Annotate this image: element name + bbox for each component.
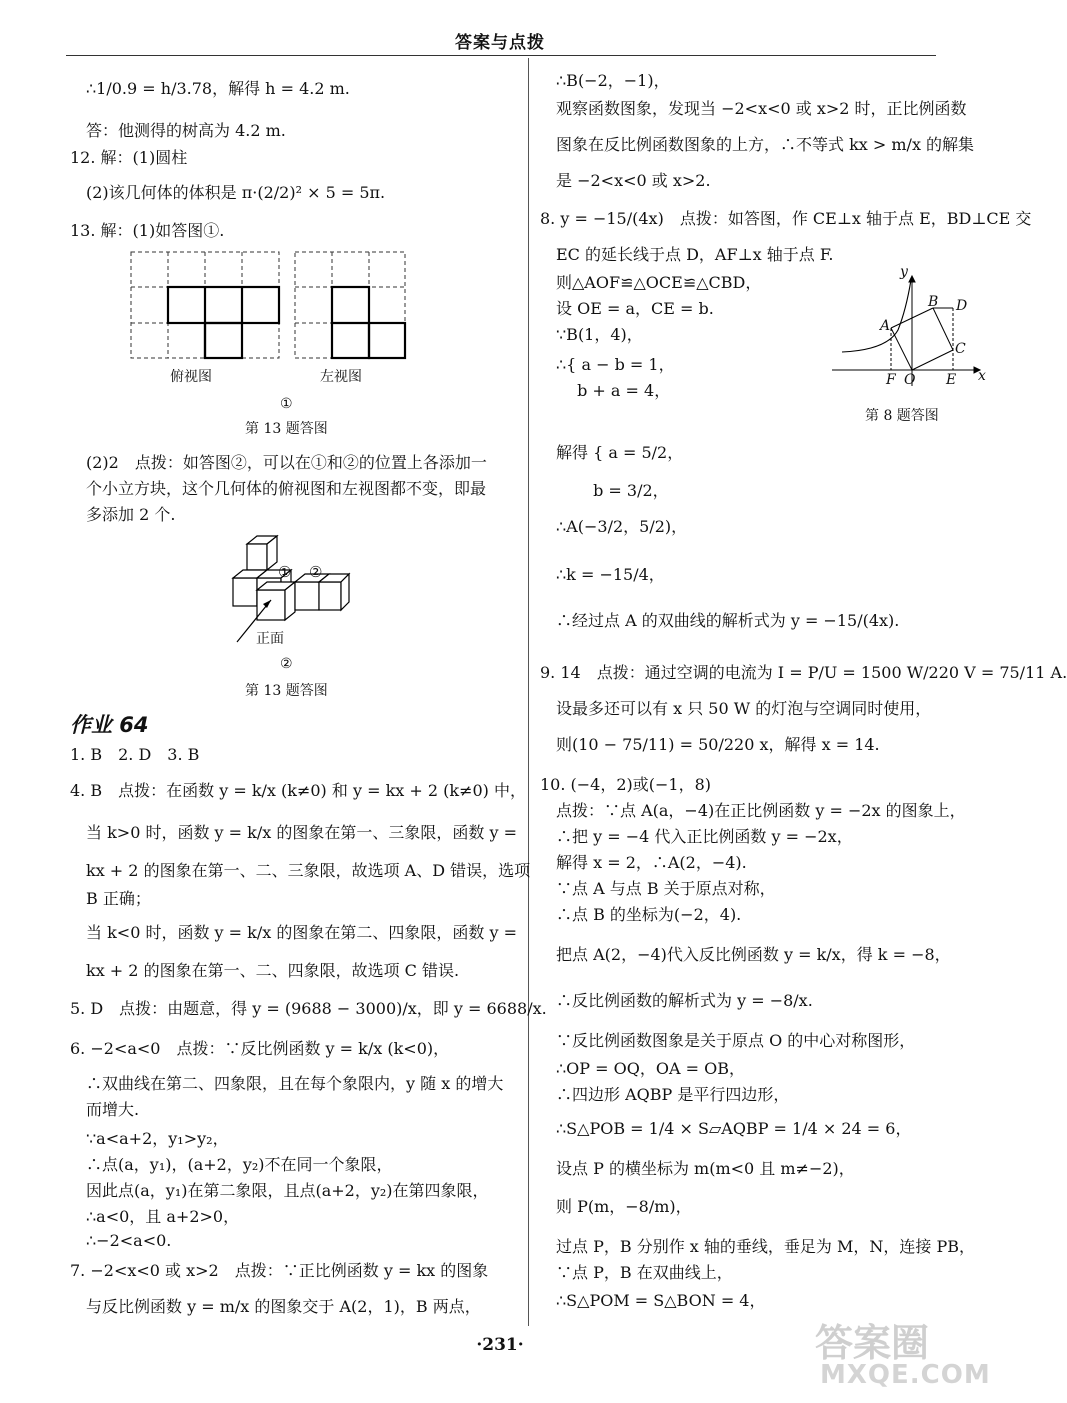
page-header: 答案与点拨 bbox=[455, 33, 545, 53]
text-line: 8. y = −15/(4x) 点拨：如答图，作 CE⊥x 轴于点 E，BD⊥CE 交 bbox=[540, 209, 1032, 228]
header-rule bbox=[66, 55, 936, 56]
fig8-label-y: y bbox=[900, 264, 908, 280]
text-line: 多添加 2 个. bbox=[86, 505, 176, 524]
fig8-label-x: x bbox=[978, 368, 986, 384]
fig13-slot-1: ① bbox=[278, 563, 292, 581]
text-line: 1. B 2. D 3. B bbox=[70, 745, 200, 764]
fig8-label-O: O bbox=[904, 372, 916, 388]
text-line: ∴把 y = −4 代入正比例函数 y = −2x， bbox=[556, 827, 853, 846]
text-line: 观察函数图象，发现当 −2<x<0 或 x>2 时，正比例函数 bbox=[556, 99, 967, 118]
text-line: ∴S△POM = S△BON = 4， bbox=[556, 1291, 766, 1310]
text-line: ∴A(−3/2，5/2)， bbox=[556, 517, 688, 536]
text-line: EC 的延长线于点 D，AF⊥x 轴于点 F. bbox=[556, 245, 834, 264]
fig13b-caption: 第 13 题答图 bbox=[245, 683, 328, 699]
text-line: 7. −2<x<0 或 x>2 点拨：∵正比例函数 y = kx 的图象 bbox=[70, 1261, 489, 1280]
text-line: B 正确； bbox=[86, 889, 151, 908]
text-line: kx + 2 的图象在第一、二、三象限，故选项 A、D 错误，选项 bbox=[86, 861, 531, 880]
text-line: 是 −2<x<0 或 x>2. bbox=[556, 171, 711, 190]
figure-13-cubes bbox=[225, 532, 355, 650]
text-line: ∴a<0，且 a+2>0， bbox=[86, 1207, 240, 1226]
text-line: kx + 2 的图象在第一、二、四象限，故选项 C 错误. bbox=[86, 961, 460, 980]
text-line: ∴1/0.9 = h/3.78，解得 h = 4.2 m. bbox=[86, 79, 350, 98]
text-line: 解得 x = 2，∴A(2，−4). bbox=[556, 853, 747, 872]
text-line: ∴k = −15/4， bbox=[556, 565, 665, 584]
text-line: b + a = 4， bbox=[556, 381, 671, 400]
text-line: 个小立方块，这个几何体的俯视图和左视图都不变，即最 bbox=[86, 479, 487, 498]
text-line: ∴双曲线在第二、四象限，且在每个象限内，y 随 x 的增大 bbox=[86, 1074, 504, 1093]
text-line: 过点 P，B 分别作 x 轴的垂线，垂足为 M，N，连接 PB， bbox=[556, 1237, 975, 1256]
text-line: 则△AOF≌△OCE≌△CBD， bbox=[556, 273, 762, 292]
text-line: 而增大. bbox=[86, 1100, 140, 1119]
text-line: 因此点(a，y₁)在第二象限，且点(a+2，y₂)在第四象限， bbox=[86, 1181, 489, 1200]
text-line: ∴点 B 的坐标为(−2，4). bbox=[556, 905, 742, 924]
text-line: 6. −2<a<0 点拨：∵反比例函数 y = k/x (k<0)， bbox=[70, 1039, 450, 1058]
section-title: 作业 64 bbox=[70, 713, 149, 737]
text-line: (2)该几何体的体积是 π·(2/2)² × 5 = 5π. bbox=[86, 183, 386, 202]
fig8-label-A: A bbox=[880, 318, 891, 334]
text-line: 设 OE = a，CE = b. bbox=[556, 299, 714, 318]
fig13-left-view-label: 左视图 bbox=[320, 369, 362, 385]
fig8-caption: 第 8 题答图 bbox=[865, 408, 939, 424]
text-line: 则 P(m，−8/m)， bbox=[556, 1197, 692, 1216]
fig13-top-view-label: 俯视图 bbox=[170, 369, 212, 385]
text-line: 设最多还可以有 x 只 50 W 的灯泡与空调同时使用， bbox=[556, 699, 932, 718]
text-line: ∴点(a，y₁)，(a+2，y₂)不在同一个象限， bbox=[86, 1155, 393, 1174]
text-line: 当 k<0 时，函数 y = k/x 的图象在第二、四象限，函数 y = bbox=[86, 923, 517, 942]
text-line: 13. 解：(1)如答图①. bbox=[70, 221, 225, 240]
fig8-label-B: B bbox=[928, 294, 939, 310]
text-line: ∵反比例函数图象是关于原点 O 的中心对称图形， bbox=[556, 1031, 916, 1050]
text-line: b = 3/2， bbox=[556, 481, 669, 500]
text-line: 把点 A(2，−4)代入反比例函数 y = k/x，得 k = −8， bbox=[556, 945, 951, 964]
text-line: ∴−2<a<0. bbox=[86, 1231, 172, 1250]
fig8-label-F: F bbox=[886, 372, 896, 388]
text-line: 5. D 点拨：由题意，得 y = (9688 − 3000)/x，即 y = 6688/x. bbox=[70, 999, 547, 1018]
watermark-logo: 答案圈 bbox=[815, 1321, 930, 1365]
text-line: ∵a<a+2，y₁>y₂， bbox=[86, 1129, 229, 1148]
text-line: ∵点 P，B 在双曲线上， bbox=[556, 1263, 733, 1282]
text-line: ∴B(−2，−1)， bbox=[556, 71, 670, 90]
text-line: ∵点 A 与点 B 关于原点对称， bbox=[556, 879, 776, 898]
watermark-url: MXQE.COM bbox=[820, 1360, 991, 1390]
fig8-label-C: C bbox=[955, 341, 966, 357]
text-line: ∴OP = OQ，OA = OB， bbox=[556, 1059, 746, 1078]
text-line: 则(10 − 75/11) = 50/220 x，解得 x = 14. bbox=[556, 735, 880, 754]
text-line: 9. 14 点拨：通过空调的电流为 I = P/U = 1500 W/220 V = 75/11 A. bbox=[540, 663, 1067, 682]
text-line: (2)2 点拨：如答图②，可以在①和②的位置上各添加一 bbox=[86, 453, 487, 472]
column-divider bbox=[528, 58, 529, 1326]
fig13-caption: 第 13 题答图 bbox=[245, 421, 328, 437]
text-line: ∵B(1，4)， bbox=[556, 325, 643, 344]
fig13-front-label: 正面 bbox=[256, 631, 284, 647]
page-number: ·231· bbox=[476, 1335, 524, 1355]
text-line: 与反比例函数 y = m/x 的图象交于 A(2，1)，B 两点， bbox=[86, 1297, 481, 1316]
text-line: 当 k>0 时，函数 y = k/x 的图象在第一、三象限，函数 y = bbox=[86, 823, 517, 842]
fig13-slot-2: ② bbox=[309, 563, 323, 581]
text-line: 12. 解：(1)圆柱 bbox=[70, 148, 188, 167]
fig8-label-E: E bbox=[946, 372, 957, 388]
fig8-label-D: D bbox=[956, 298, 968, 314]
text-line: 点拨：∵点 A(a，−4)在正比例函数 y = −2x 的图象上， bbox=[556, 801, 966, 820]
right-column bbox=[540, 70, 1067, 1330]
text-line: ∴经过点 A 的双曲线的解析式为 y = −15/(4x). bbox=[556, 611, 900, 630]
text-line: ∴S△POB = 1/4 × S▱AQBP = 1/4 × 24 = 6， bbox=[556, 1119, 912, 1138]
text-line: 解得 { a = 5/2， bbox=[556, 443, 684, 462]
text-line: 图象在反比例函数图象的上方，∴不等式 kx > m/x 的解集 bbox=[556, 135, 975, 154]
text-line: ∴{ a − b = 1， bbox=[556, 355, 675, 374]
fig13b-number: ② bbox=[280, 656, 293, 672]
text-line: 4. B 点拨：在函数 y = k/x (k≠0) 和 y = kx + 2 (k≠0) 中， bbox=[70, 781, 526, 800]
text-line: ∴四边形 AQBP 是平行四边形， bbox=[556, 1085, 790, 1104]
fig13-number: ① bbox=[280, 396, 293, 412]
text-line: 答：他测得的树高为 4.2 m. bbox=[86, 121, 286, 140]
text-line: ∴反比例函数的解析式为 y = −8/x. bbox=[556, 991, 813, 1010]
text-line: 设点 P 的横坐标为 m(m<0 且 m≠−2)， bbox=[556, 1159, 855, 1178]
text-line: 10. (−4，2)或(−1，8) bbox=[540, 775, 712, 794]
figure-13-views bbox=[125, 248, 455, 366]
